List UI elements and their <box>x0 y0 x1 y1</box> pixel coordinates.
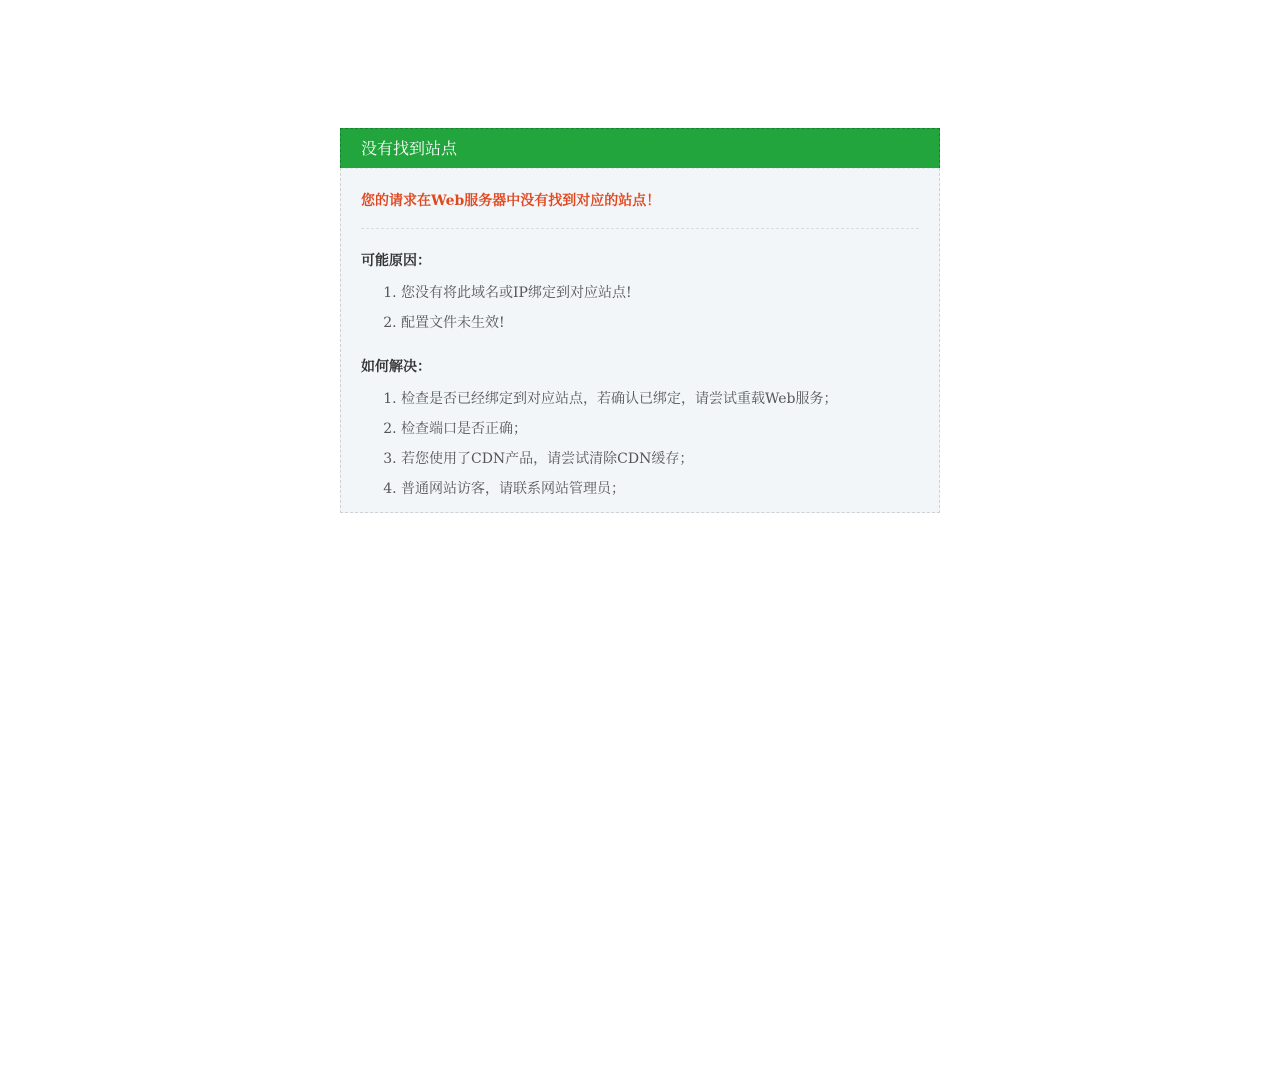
list-item: 4. 普通网站访客，请联系网站管理员； <box>401 479 919 499</box>
how-to-solve-list <box>361 389 919 499</box>
list-item: 1. 检查是否已经绑定到对应站点，若确认已绑定，请尝试重载Web服务； <box>401 389 919 409</box>
possible-causes-list <box>361 283 919 333</box>
list-item: 1. 您没有将此域名或IP绑定到对应站点! <box>401 283 919 303</box>
dashed-divider <box>361 228 919 229</box>
list-item: 3. 若您使用了CDN产品，请尝试清除CDN缓存； <box>401 449 919 469</box>
error-notice-text: 您的请求在Web服务器中没有找到对应的站点！ <box>361 193 661 209</box>
list-item: 2. 检查端口是否正确； <box>401 419 919 439</box>
list-item: 2. 配置文件未生效! <box>401 313 919 333</box>
panel-body <box>340 168 940 513</box>
section-heading-how-to-solve: 如何解决： <box>361 359 431 375</box>
site-not-found-panel <box>340 128 940 513</box>
section-heading-possible-causes: 可能原因： <box>361 253 431 269</box>
panel-header-title: 没有找到站点 <box>340 128 940 168</box>
